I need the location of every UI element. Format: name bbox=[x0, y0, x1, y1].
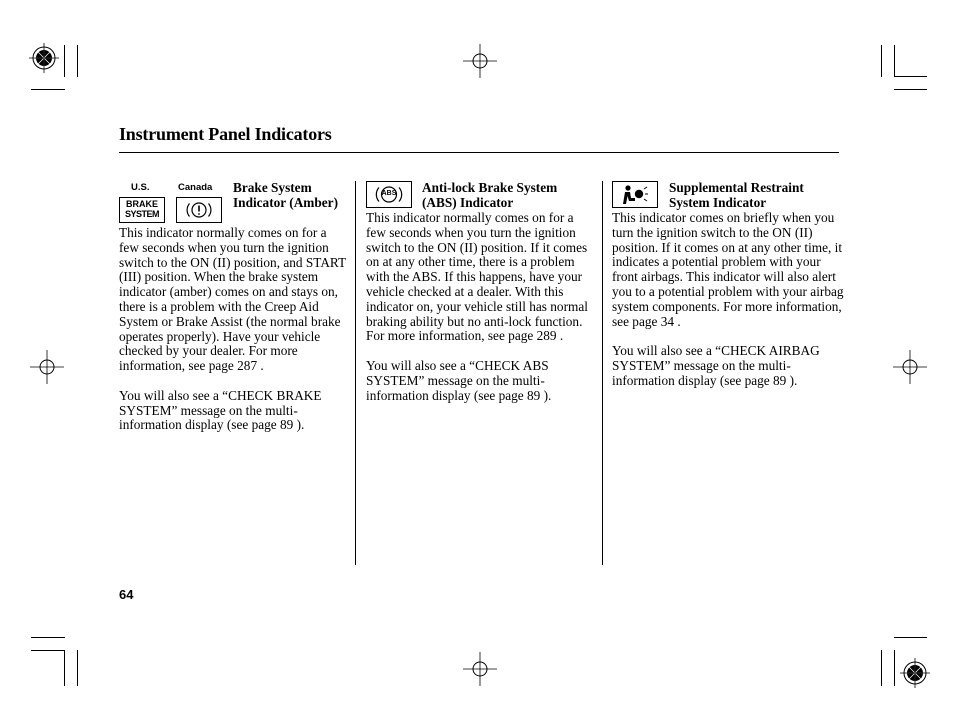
brake-paragraph-1: This indicator normally comes on for a few seconds when you turn the ignition switch to the ON (II) position, and START (III) position. When the brake system indicator (amber) comes on and stays on, there is a problem with the Creep Aid System or Brake Assist (the normal brake operates properly). Have your vehicle checked by your dealer. For more information, see page 287 . bbox=[119, 225, 346, 374]
brake-system-canada-icon bbox=[176, 197, 222, 223]
srs-paragraph-2: You will also see a “CHECK AIRBAG SYSTEM” message on the multi-information display (see page 89 ). bbox=[612, 343, 820, 388]
crosshair-bottom-icon bbox=[463, 652, 497, 686]
column-divider-1 bbox=[355, 181, 356, 565]
abs-icon-label: ABS bbox=[381, 190, 397, 197]
crosshair-top-icon bbox=[463, 44, 497, 78]
us-label: U.S. bbox=[131, 182, 150, 193]
brake-paragraph-2: You will also see a “CHECK BRAKE SYSTEM” message on the multi-information display (see page 89 ). bbox=[119, 387, 322, 433]
srs-body bbox=[612, 211, 844, 389]
srs-airbag-icon bbox=[612, 181, 658, 208]
registration-mark-top-left-icon bbox=[29, 43, 59, 73]
brake-body bbox=[119, 226, 349, 433]
title-divider bbox=[119, 152, 839, 153]
column-divider-2 bbox=[602, 181, 603, 565]
srs-paragraph-1: This indicator comes on briefly when you turn the ignition switch to the ON (II) position. If it comes on at any other time, it indicates a potential problem with your front airbags. This indicator will also alert you to a potential problem with your airbag system components. For more information, see page 34 . bbox=[612, 210, 844, 329]
abs-paragraph-1: This indicator normally comes on for a few seconds when you turn the ignition switch to the ON (II) position. If it comes on at any other time, there is a problem with the ABS. If this happens, have your vehicle checked at a dealer. With this indicator on, your vehicle still has normal braking ability but no anti-lock function. For more information, see page 289 . bbox=[366, 210, 588, 344]
abs-heading-block bbox=[422, 181, 592, 211]
brake-heading-block bbox=[233, 181, 348, 211]
brake-icon-line-1: BRAKE bbox=[125, 199, 158, 209]
page-title: Instrument Panel Indicators bbox=[119, 124, 332, 144]
srs-heading-block bbox=[669, 181, 839, 211]
page-number: 64 bbox=[119, 587, 134, 602]
registration-mark-bottom-right-icon bbox=[900, 658, 930, 688]
abs-paragraph-2: You will also see a “CHECK ABS SYSTEM” message on the multi-information display (see page 89 ). bbox=[366, 357, 552, 403]
canada-label: Canada bbox=[178, 182, 213, 193]
abs-heading: Anti-lock Brake System (ABS) Indicator bbox=[422, 180, 558, 210]
brake-heading: Brake System Indicator (Amber) bbox=[233, 180, 339, 210]
abs-indicator-icon bbox=[366, 181, 412, 208]
crosshair-right-icon bbox=[893, 350, 927, 384]
crosshair-left-icon bbox=[30, 350, 64, 384]
abs-body bbox=[366, 211, 596, 403]
brake-system-us-icon bbox=[119, 197, 165, 223]
brake-icon-line-2: SYSTEM bbox=[124, 209, 159, 219]
srs-heading: Supplemental Restraint System Indicator bbox=[669, 180, 804, 210]
